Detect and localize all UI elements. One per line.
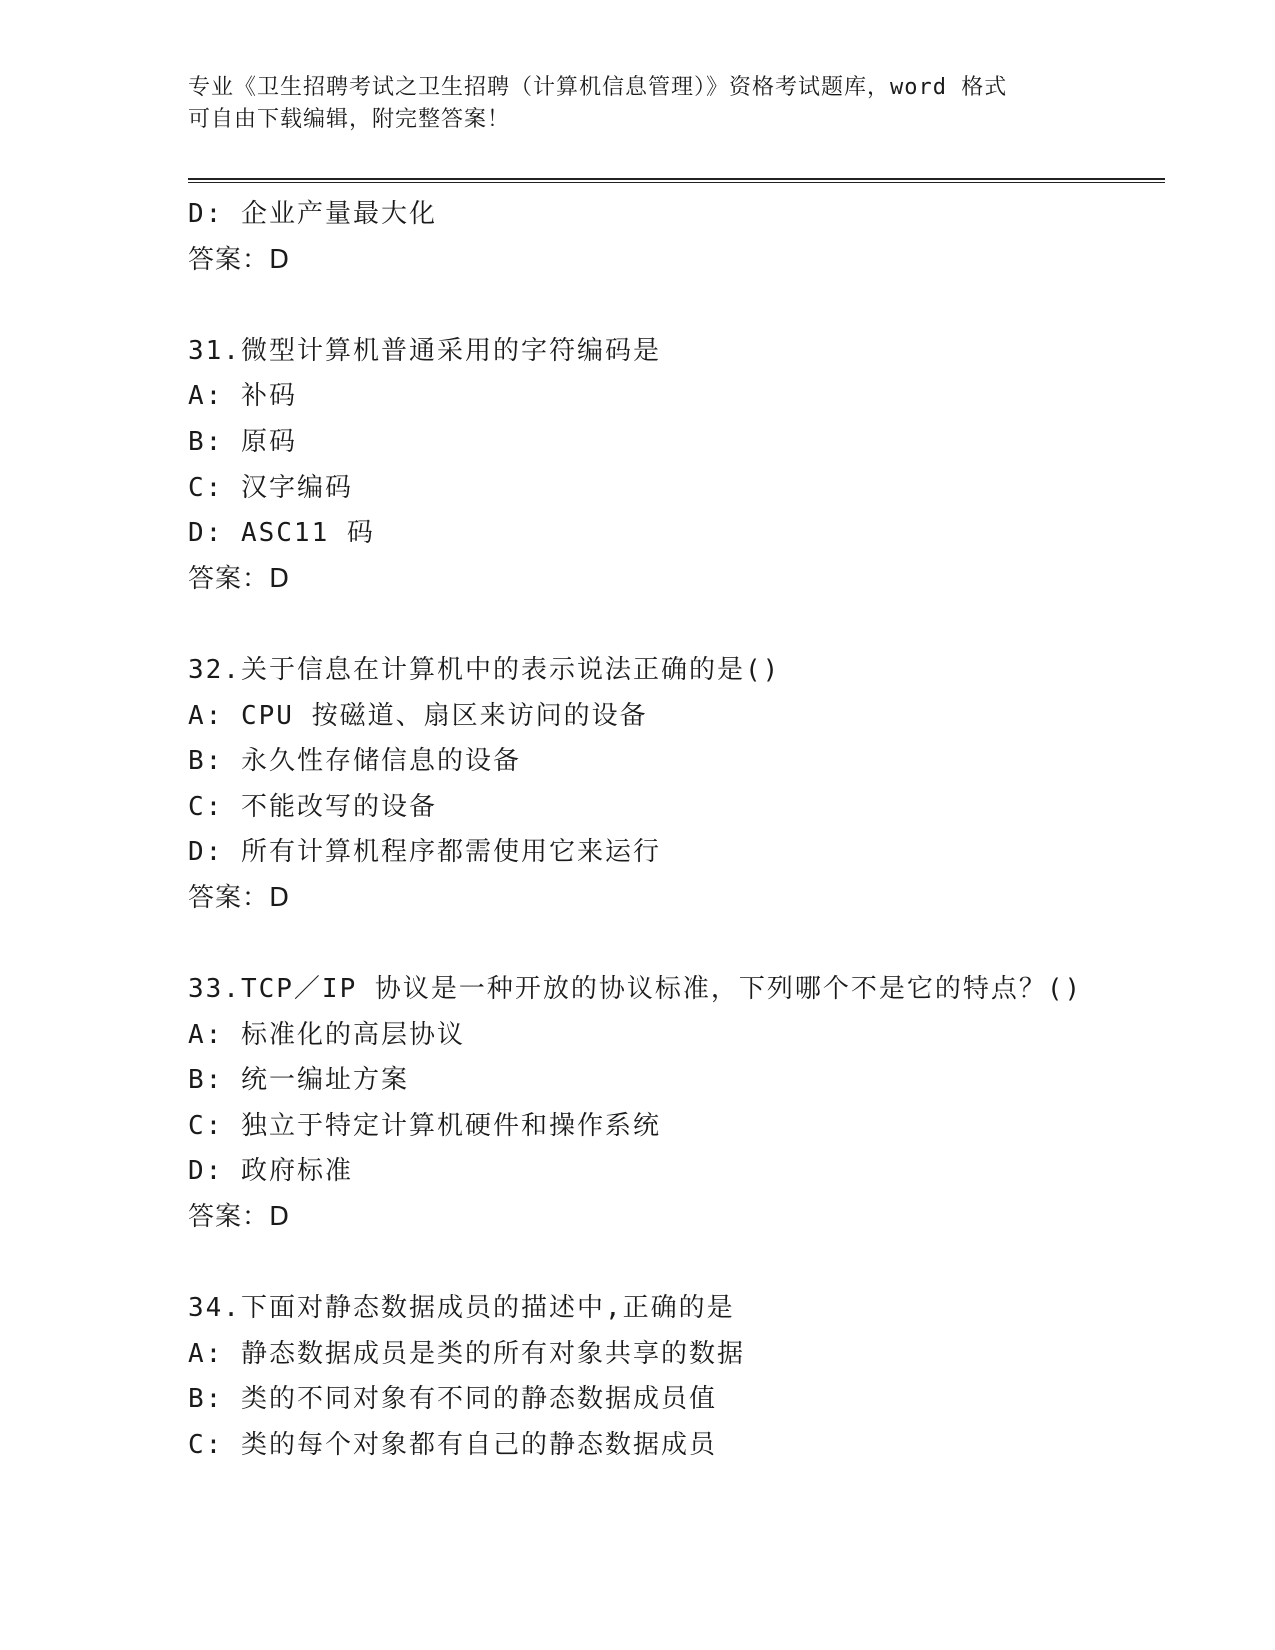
option-a: A: CPU 按磁道、扇区来访问的设备 bbox=[188, 700, 648, 731]
spacer bbox=[188, 283, 1148, 329]
option-b: B: 原码 bbox=[188, 426, 297, 457]
option-b: B: 永久性存储信息的设备 bbox=[188, 746, 521, 777]
spacer bbox=[188, 1241, 1148, 1287]
spacer bbox=[188, 922, 1148, 968]
option-a: A: 静态数据成员是类的所有对象共享的数据 bbox=[188, 1338, 745, 1369]
question-text: 33.TCP／IP 协议是一种开放的协议标准，下列哪个不是它的特点？() bbox=[188, 974, 1083, 1005]
header-divider bbox=[188, 178, 1165, 183]
option-d: D: ASC11 码 bbox=[188, 518, 375, 549]
question-block-34 bbox=[188, 1286, 1148, 1468]
question-text: 34.下面对静态数据成员的描述中,正确的是 bbox=[188, 1293, 735, 1324]
option-d: D: 所有计算机程序都需使用它来运行 bbox=[188, 837, 661, 868]
answer-line: 答案：D bbox=[188, 882, 291, 913]
option-b: B: 类的不同对象有不同的静态数据成员值 bbox=[188, 1384, 717, 1415]
question-block-33 bbox=[188, 967, 1148, 1241]
option-d: D: 政府标准 bbox=[188, 1156, 353, 1187]
option-c: C: 类的每个对象都有自己的静态数据成员 bbox=[188, 1430, 717, 1461]
header-title-line-2: 可自由下载编辑，附完整答案！ bbox=[188, 107, 511, 132]
option-a: A: 补码 bbox=[188, 381, 297, 412]
option-a: A: 标准化的高层协议 bbox=[188, 1019, 465, 1050]
question-block-31 bbox=[188, 329, 1148, 603]
answer-line: 答案：D bbox=[188, 563, 291, 594]
document-header bbox=[188, 72, 1068, 136]
question-block-32 bbox=[188, 648, 1148, 922]
answer-line: 答案：D bbox=[188, 244, 291, 275]
option-c: C: 不能改写的设备 bbox=[188, 791, 437, 822]
option-c: C: 独立于特定计算机硬件和操作系统 bbox=[188, 1110, 661, 1141]
option-c: C: 汉字编码 bbox=[188, 472, 353, 503]
option-b: B: 统一编址方案 bbox=[188, 1065, 409, 1096]
question-text: 32.关于信息在计算机中的表示说法正确的是() bbox=[188, 654, 781, 685]
question-list bbox=[188, 192, 1148, 1469]
option-d: D: 企业产量最大化 bbox=[188, 199, 437, 229]
question-text: 31.微型计算机普通采用的字符编码是 bbox=[188, 335, 661, 366]
answer-line: 答案：D bbox=[188, 1202, 291, 1233]
spacer bbox=[188, 602, 1148, 648]
header-title-line-1: 专业《卫生招聘考试之卫生招聘（计算机信息管理）》资格考试题库，word 格式 bbox=[188, 75, 1008, 100]
